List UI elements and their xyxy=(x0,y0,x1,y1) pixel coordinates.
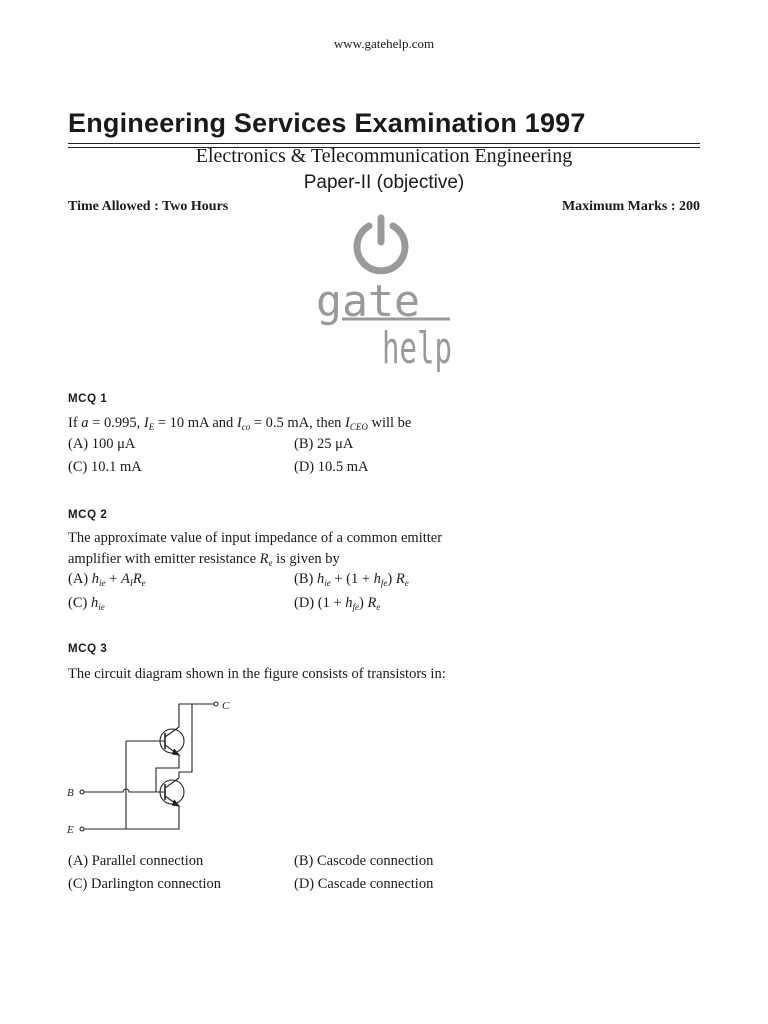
mcq-1-option-c[interactable]: (C) 10.1 mA xyxy=(68,459,142,475)
mcq-1-option-a[interactable]: (A) 100 μA xyxy=(68,436,136,452)
mcq-2-option-b[interactable]: (B) $h_{ie} + (1 + h_{fe})$ $R_e$ xyxy=(294,571,409,588)
mcq-2-stem: The approximate value of input impedance of a common emitter amplifier with emitter resistance $R_e$ is given by xyxy=(68,530,443,568)
terminal-e xyxy=(80,827,84,831)
mcq-1-option-d[interactable]: (D) 10.5 mA xyxy=(294,459,369,475)
terminal-b-label: B xyxy=(67,787,74,799)
base-input-wire xyxy=(84,789,156,792)
terminal-c xyxy=(214,702,218,706)
mcq-2-heading: MCQ 2 xyxy=(68,509,108,521)
logo-word-gate: gate xyxy=(316,276,420,327)
max-marks: Maximum Marks : 200 xyxy=(561,199,700,214)
mcq-1-stem: If a = 0.995, $I_E = 10$ mA and $I_{co} = 0.5$ mA, then $I_{CEO}$ will be xyxy=(68,415,412,432)
subject-title: Electronics & Telecommunication Engineering xyxy=(195,145,573,167)
terminal-b xyxy=(80,790,84,794)
time-allowed: Time Allowed : Two Hours xyxy=(68,199,229,214)
mcq-3-stem: The circuit diagram shown in the figure consists of transistors in: xyxy=(68,666,446,682)
logo-word-help: help xyxy=(382,323,452,374)
site-url: www.gatehelp.com xyxy=(333,36,435,51)
mcq-2-option-c[interactable]: (C) $h_{ie}$ xyxy=(68,595,105,612)
terminal-e-label: E xyxy=(67,824,74,836)
exam-title: Engineering Services Examination 1997 xyxy=(68,108,586,138)
collector-wire xyxy=(179,704,214,727)
q2-collector-wire xyxy=(179,704,192,778)
mcq-1-option-b[interactable]: (B) 25 μA xyxy=(294,436,354,452)
mcq-2-option-d[interactable]: (D) $(1 + h_{fe})$ $R_e$ xyxy=(294,595,381,612)
mcq-3-heading: MCQ 3 xyxy=(68,643,108,655)
mcq-2-option-a[interactable]: (A) $h_{ie} + A_IR_e$ xyxy=(68,571,146,588)
mcq-3-option-d[interactable]: (D) Cascade connection xyxy=(294,876,434,892)
mcq-2-stem-line1: The approximate value of input impedance of a common emitter xyxy=(68,530,443,546)
emitter-wire xyxy=(84,806,179,829)
circuit-diagram xyxy=(64,696,244,841)
title-rule xyxy=(68,143,700,144)
gatehelp-logo xyxy=(300,212,470,377)
terminal-c-label: C xyxy=(222,700,230,712)
power-icon xyxy=(357,218,405,271)
mcq-1-heading: MCQ 1 xyxy=(68,393,108,405)
paper-title: Paper-II (objective) xyxy=(303,172,465,193)
mcq-3-option-b[interactable]: (B) Cascode connection xyxy=(294,853,434,869)
mcq-3-option-c[interactable]: (C) Darlington connection xyxy=(68,876,222,892)
mcq-3-option-a[interactable]: (A) Parallel connection xyxy=(68,853,204,869)
